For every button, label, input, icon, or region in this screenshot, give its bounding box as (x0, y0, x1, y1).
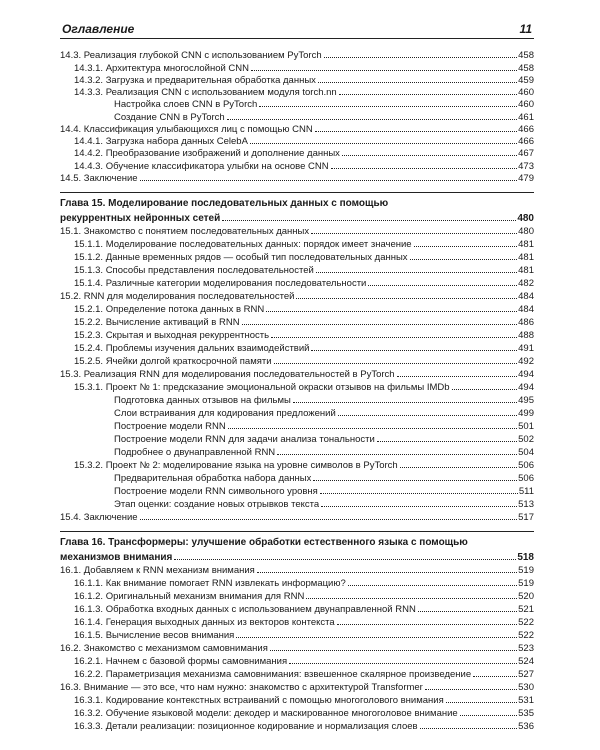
toc-entry[interactable] (60, 110, 534, 122)
toc-entry-title: 16.3.1. Кодирование контекстных встраиваний с помощью многоголового внимания (74, 694, 444, 706)
toc-entry[interactable] (60, 719, 534, 732)
dot-leader (271, 337, 517, 338)
chapter-title-line2[interactable] (60, 550, 534, 563)
dot-leader (293, 402, 517, 403)
toc-entry[interactable] (60, 563, 534, 576)
dot-leader (418, 611, 517, 612)
dot-leader (266, 311, 517, 312)
toc-entry-title: 14.5. Заключение (60, 172, 138, 184)
toc-entry-page: 466 (518, 123, 534, 135)
toc-entry-title: 16.2.2. Параметризация механизма самовнимания: взвешенное скалярное произведение (74, 668, 472, 680)
toc-entry-page: 467 (518, 148, 534, 160)
dot-leader (318, 82, 517, 83)
toc-entry[interactable] (60, 159, 534, 171)
dot-leader (331, 168, 518, 169)
toc-entry-page: 501 (518, 420, 534, 432)
dot-leader (270, 650, 517, 651)
toc-entry-title: 14.4.3. Обучение классификатора улыбки на основе CNN (74, 160, 329, 172)
toc-entry-title: 15.2.3. Скрытая и выходная рекуррентность (74, 329, 270, 341)
toc-entry-page: 499 (518, 407, 534, 419)
toc-entry[interactable] (60, 123, 534, 135)
toc-entry-title: 15.3.1. Проект № 1: предсказание эмоциональной окраски отзывов на фильмы IMDb (74, 381, 450, 393)
toc-page (60, 14, 534, 732)
toc-entry-page: 488 (518, 329, 534, 341)
dot-leader (222, 220, 516, 221)
dot-leader (257, 572, 517, 573)
chapter-page: 518 (517, 551, 534, 563)
toc-entry[interactable] (60, 61, 534, 73)
toc-entry-title: 15.2.2. Вычисление активаций в RNN (74, 316, 240, 328)
toc-entry-page: 517 (518, 511, 534, 523)
chapter-title-line1[interactable]: Глава 16. Трансформеры: улучшение обработки естественного языка с помощью (60, 536, 468, 548)
toc-entry-page: 492 (518, 355, 534, 367)
toc-entry-page: 458 (518, 50, 534, 62)
toc-entry-title: Слои встраивания для кодирования предложений (114, 407, 336, 419)
dot-leader (324, 57, 518, 58)
toc-entry-title: 16.1.4. Генерация выходных данных из векторов контекста (74, 616, 335, 628)
toc-entry[interactable] (60, 341, 534, 354)
dot-leader (311, 233, 517, 234)
dot-leader (236, 637, 517, 638)
toc-entry-title: Предварительная обработка набора данных (114, 472, 312, 484)
toc-entry-page: 491 (518, 342, 534, 354)
toc-entry[interactable] (60, 589, 534, 602)
toc-entry-page: 473 (518, 160, 534, 172)
toc-entry[interactable] (60, 602, 534, 615)
toc-entry-title: 15.1.1. Моделирование последовательных данных: порядок имеет значение (74, 238, 412, 250)
toc-entry-page: 481 (518, 251, 534, 263)
toc-chapter-16 (60, 531, 534, 732)
toc-chapter-15 (60, 192, 534, 523)
toc-entry[interactable] (60, 471, 534, 484)
toc-entry[interactable] (60, 680, 534, 693)
toc-entry-page: 494 (518, 368, 534, 380)
chapter-title-line1[interactable]: Глава 15. Моделирование последовательных данных с помощью (60, 197, 389, 209)
toc-entry-title: 15.1.4. Различные категории моделирования последовательности (74, 277, 367, 289)
toc-entry-page: 484 (518, 290, 534, 302)
dot-leader (316, 272, 517, 273)
toc-entry-page: 502 (518, 433, 534, 445)
toc-entry-page: 481 (518, 264, 534, 276)
chapter-title-text: механизмов внимания (60, 551, 173, 563)
dot-leader (377, 441, 517, 442)
toc-entry[interactable] (60, 289, 534, 302)
toc-entry[interactable] (60, 458, 534, 471)
toc-entry-page: 511 (518, 485, 534, 497)
toc-entry[interactable] (60, 250, 534, 263)
toc-entry[interactable] (60, 445, 534, 458)
toc-entry-title: 15.1.2. Данные временных рядов — особый тип последовательных данных (74, 251, 408, 263)
toc-entry-page: 482 (518, 277, 534, 289)
toc-entry-title: Подготовка данных отзывов на фильмы (114, 394, 291, 406)
dot-leader (414, 246, 518, 247)
dot-leader (228, 428, 517, 429)
toc-entry-page: 460 (518, 99, 534, 111)
toc-entry-title: 15.3.2. Проект № 2: моделирование языка на уровне символов в PyTorch (74, 459, 398, 471)
chapter-page: 480 (517, 212, 534, 224)
toc-entry-page: 461 (518, 111, 534, 123)
dot-leader (315, 131, 517, 132)
toc-entry-title: Построение модели RNN символьного уровня (114, 485, 318, 497)
dot-leader (321, 506, 517, 507)
toc-entry[interactable] (60, 315, 534, 328)
toc-entry-page: 521 (518, 603, 534, 615)
toc-entry-page: 531 (518, 694, 534, 706)
dot-leader (311, 350, 517, 351)
dot-leader (174, 559, 516, 560)
toc-entry-title: 14.4.2. Преобразование изображений и дополнение данных (74, 148, 340, 160)
toc-entry-title: Создание CNN в PyTorch (114, 111, 225, 123)
toc-entry-title: 14.3.1. Архитектура многослойной CNN (74, 62, 250, 74)
toc-entry-title: 14.3. Реализация глубокой CNN с использованием PyTorch (60, 50, 322, 62)
toc-entry[interactable] (60, 484, 534, 497)
toc-entry-title: 14.3.2. Загрузка и предварительная обработка данных (74, 74, 316, 86)
dot-leader (473, 676, 517, 677)
toc-section-14 (60, 49, 534, 184)
dot-leader (342, 155, 517, 156)
toc-entry-page: 524 (518, 655, 534, 667)
toc-entry-title: 15.2.5. Ячейки долгой краткосрочной памяти (74, 355, 272, 367)
toc-entry-page: 527 (518, 668, 534, 680)
dot-leader (339, 94, 517, 95)
toc-entry-page: 530 (518, 681, 534, 693)
toc-entry[interactable] (60, 393, 534, 406)
toc-entry-title: 16.1.3. Обработка входных данных с использованием двунаправленной RNN (74, 603, 416, 615)
toc-entry-page: 480 (518, 225, 534, 237)
toc-entry[interactable] (60, 328, 534, 341)
dot-leader (251, 70, 517, 71)
toc-entry[interactable] (60, 641, 534, 654)
toc-entry-title: Подробнее о двунаправленной RNN (114, 446, 276, 458)
toc-entry[interactable] (60, 693, 534, 706)
toc-entry[interactable] (60, 354, 534, 367)
toc-entry[interactable] (60, 147, 534, 159)
dot-leader (410, 259, 518, 260)
dot-leader (277, 454, 517, 455)
toc-entry-page: 535 (518, 707, 534, 719)
dot-leader (242, 324, 518, 325)
toc-entry-title: 16.2. Знакомство с механизмом самовнимания (60, 642, 268, 654)
toc-entry[interactable] (60, 263, 534, 276)
toc-entry[interactable] (60, 406, 534, 419)
dot-leader (306, 598, 517, 599)
toc-entry-title: 16.3. Внимание — это все, что нам нужно: знакомство с архитектурой Transformer (60, 681, 423, 693)
toc-entry[interactable] (60, 419, 534, 432)
toc-entry[interactable] (60, 49, 534, 61)
toc-entry-title: 15.1. Знакомство с понятием последовательных данных (60, 225, 310, 237)
toc-entry-title: 15.1.3. Способы представления последовательностей (74, 264, 314, 276)
toc-entry[interactable] (60, 74, 534, 86)
toc-entry-page: 523 (518, 642, 534, 654)
toc-entry[interactable] (60, 367, 534, 380)
toc-entry-title: Этап оценки: создание новых отрывков текста (114, 498, 320, 510)
toc-entry[interactable] (60, 615, 534, 628)
toc-entry[interactable] (60, 380, 534, 393)
toc-entry[interactable] (60, 628, 534, 641)
toc-entry-page: 522 (518, 629, 534, 641)
dot-leader (452, 389, 518, 390)
toc-entry[interactable] (60, 302, 534, 315)
toc-entry-page: 494 (518, 381, 534, 393)
dot-leader (446, 702, 517, 703)
toc-entry-page: 513 (518, 498, 534, 510)
toc-entry-page: 522 (518, 616, 534, 628)
toc-entry-title: 16.1.2. Оригинальный механизм внимания для RNN (74, 590, 305, 602)
toc-entry-page: 484 (518, 303, 534, 315)
toc-entry[interactable] (60, 654, 534, 667)
page-header (60, 14, 534, 39)
toc-entry-title: 15.2. RNN для моделирования последовательностей (60, 290, 295, 302)
toc-entry-title: 16.2.1. Начнем с базовой формы самовнимания (74, 655, 288, 667)
toc-entry-page: 536 (518, 720, 534, 732)
dot-leader (140, 519, 518, 520)
toc-entry-page: 466 (518, 136, 534, 147)
dot-leader (296, 298, 517, 299)
toc-entry-title: 15.2.4. Проблемы изучения дальних взаимодействий (74, 342, 310, 354)
dot-leader (250, 143, 517, 144)
toc-entry-title: 15.3. Реализация RNN для моделирования последовательностей в PyTorch (60, 368, 395, 380)
toc-entry[interactable] (60, 237, 534, 250)
dot-leader (313, 480, 517, 481)
dot-leader (338, 415, 517, 416)
dot-leader (320, 493, 518, 494)
toc-entry-title: Построение модели RNN (114, 420, 226, 432)
toc-entry-title: 16.1.1. Как внимание помогает RNN извлекать информацию? (74, 577, 346, 589)
toc-entry-title: 15.2.1. Определение потока данных в RNN (74, 303, 265, 315)
toc-entry-page: 458 (518, 62, 534, 74)
toc-entry[interactable] (60, 86, 534, 98)
toc-entry-page: 486 (518, 316, 534, 328)
toc-entry[interactable] (60, 172, 534, 184)
toc-entry-title: 14.4. Классификация улыбающихся лиц с помощью CNN (60, 123, 313, 135)
toc-entry[interactable] (60, 224, 534, 237)
header-page-number: 11 (519, 22, 532, 36)
toc-entry-page: 519 (518, 577, 534, 589)
toc-entry[interactable] (60, 497, 534, 510)
toc-entry-page: 506 (518, 472, 534, 484)
dot-leader (460, 715, 517, 716)
chapter-title-line2[interactable] (60, 211, 534, 224)
toc-entry-page: 519 (518, 564, 534, 576)
toc-entry-title: 16.3.3. Детали реализации: позиционное кодирование и нормализация слоев (74, 720, 418, 732)
toc-entry-page: 479 (518, 172, 534, 184)
dot-leader (425, 689, 517, 690)
dot-leader (274, 363, 518, 364)
dot-leader (337, 624, 517, 625)
toc-entry-page: 495 (518, 394, 534, 406)
dot-leader (397, 376, 518, 377)
toc-entry[interactable] (60, 135, 534, 147)
dot-leader (420, 728, 518, 729)
toc-entry[interactable] (60, 432, 534, 445)
toc-entry-title: 14.4.1. Загрузка набора данных CelebA (74, 136, 248, 147)
dot-leader (400, 467, 517, 468)
toc-entry-page: 460 (518, 87, 534, 98)
toc-entry-title: 16.3.2. Обучение языковой модели: декодер и маскированное многоголовое внимание (74, 707, 458, 719)
chapter-title-text: рекуррентных нейронных сетей (60, 212, 221, 224)
toc-entry[interactable] (60, 667, 534, 680)
dot-leader (348, 585, 517, 586)
toc-entry-page: 459 (518, 74, 534, 86)
dot-leader (259, 106, 517, 107)
toc-entry-title: 15.4. Заключение (60, 511, 138, 523)
toc-entry[interactable] (60, 98, 534, 110)
toc-entry-title: Настройка слоев CNN в PyTorch (114, 99, 258, 111)
toc-entry-page: 506 (518, 459, 534, 471)
toc-entry[interactable] (60, 276, 534, 289)
toc-entry[interactable] (60, 706, 534, 719)
toc-entry-title: 16.1.5. Вычисление весов внимания (74, 629, 235, 641)
dot-leader (289, 663, 517, 664)
header-title: Оглавление (62, 22, 135, 36)
dot-leader (140, 180, 518, 181)
toc-entry-page: 481 (518, 238, 534, 250)
toc-entry-title: Построение модели RNN для задачи анализа тональности (114, 433, 375, 445)
toc-entry-title: 16.1. Добавляем к RNN механизм внимания (60, 564, 255, 576)
toc-entry-title: 14.3.3. Реализация CNN с использованием модуля torch.nn (74, 87, 337, 98)
toc-entry[interactable] (60, 576, 534, 589)
dot-leader (227, 119, 517, 120)
toc-entry-page: 520 (518, 590, 534, 602)
toc-entry[interactable] (60, 510, 534, 523)
toc-entry-page: 504 (518, 446, 534, 458)
dot-leader (368, 285, 517, 286)
